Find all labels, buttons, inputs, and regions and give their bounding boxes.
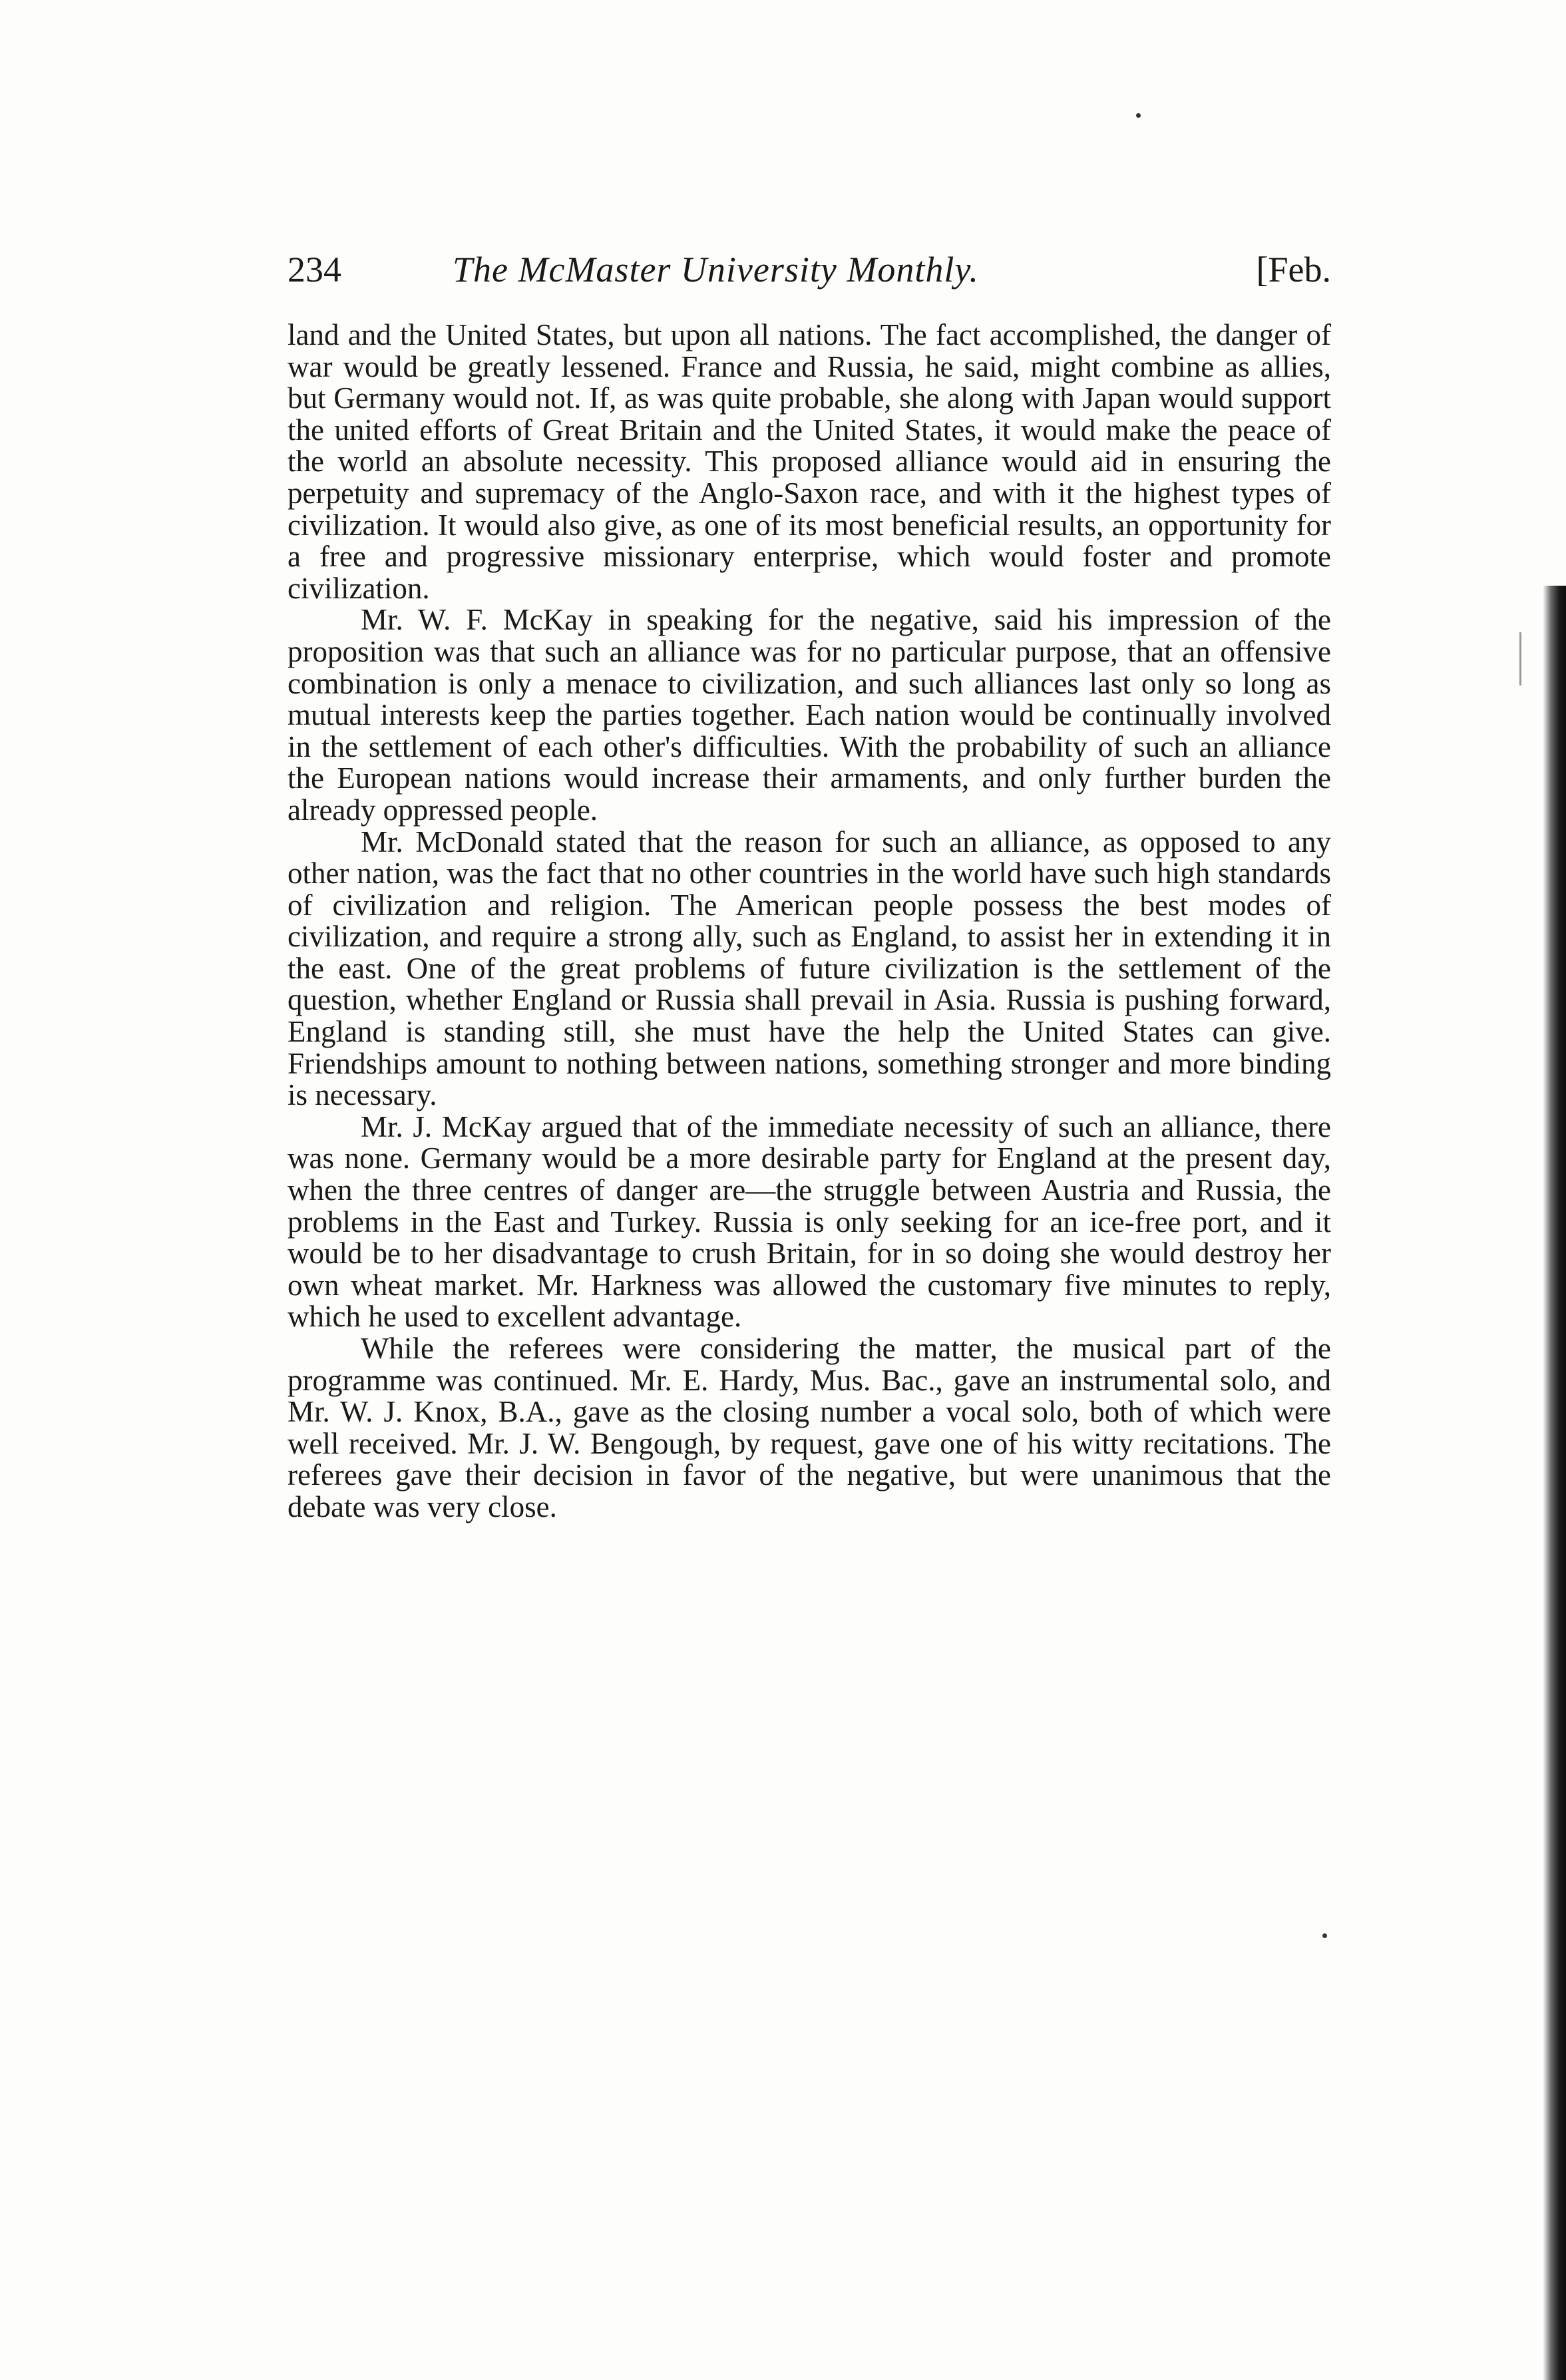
paragraph-j-mckay: Mr. J. McKay argued that of the immediate necessity of such an alliance, there was none. Germany would be a more desirable party for England at the present day, when the three centres of danger are—the struggle between Austria and Russia, the problems in the East and Turkey. Russia is only seeking for an ice-free port, and it would be to her disadvantage to crush Britain, for in so doing she would destroy her own wheat market. Mr. Harkness was allowed the customary five minutes to reply, which he used to excellent advantage. bbox=[288, 1109, 1331, 1334]
page-edge-mark bbox=[1519, 632, 1521, 686]
paragraph-wf-mckay: Mr. W. F. McKay in speaking for the negative, said his impression of the proposition was that such an alliance was for no particular purpose, that an offensive combination is only a menace to civilization, and such alliances last only so long as mutual interests keep the parties together. Each nation would be continually involved in the settlement of each other's difficulties. With the probability of such an alliance the European nations would increase their armaments, and only further burden the already oppressed people. bbox=[288, 603, 1331, 827]
page-number: 234 bbox=[288, 250, 341, 290]
issue-month: [Feb. bbox=[1256, 250, 1331, 290]
paragraph-mcdonald: Mr. McDonald stated that the reason for such an alliance, as opposed to any other nation, was the fact that no other countries in the world have such high standards of civilization and religion. The American people possess the best modes of civilization, and require a strong ally, such as England, to assist her in extending it in the east. One of the great problems of future civilization is the settlement of the question, whether England or Russia shall prevail in Asia. Russia is pushing forward, England is standing still, she must have the help the United States can give. Friendships amount to nothing between nations, something stronger and more binding is necessary. bbox=[288, 825, 1331, 1112]
speck-mark bbox=[1136, 113, 1141, 118]
journal-title: The McMaster University Monthly. bbox=[453, 250, 979, 290]
speck-mark bbox=[1322, 1933, 1327, 1938]
paragraph-continued: land and the United States, but upon all nations. The fact accomplished, the danger of war would be greatly lessened. France and Russia, he said, might combine as allies, but Germany would not. If, as was quite probable, she along with Japan would support the united efforts of Great Britain and the United States, it would make the peace of the world an absolute necessity. This proposed alliance would aid in ensuring the perpetuity and supremacy of the Anglo-Saxon race, and with it the highest types of civilization. It would also give, as one of its most beneficial results, an opportunity for a free and progressive missionary enterprise, which would foster and promote civilization. bbox=[288, 318, 1331, 605]
page-binding-edge bbox=[1543, 586, 1566, 2380]
article-body bbox=[288, 319, 1331, 1523]
paragraph-referees: While the referees were considering the matter, the musical part of the programme was continued. Mr. E. Hardy, Mus. Bac., gave an instrumental solo, and Mr. W. J. Knox, B.A., gave as the closing number a vocal solo, both of which were well received. Mr. J. W. Bengough, by request, gave one of his witty recitations. The referees gave their decision in favor of the negative, but were unanimous that the debate was very close. bbox=[288, 1332, 1331, 1523]
running-header bbox=[288, 243, 1331, 296]
